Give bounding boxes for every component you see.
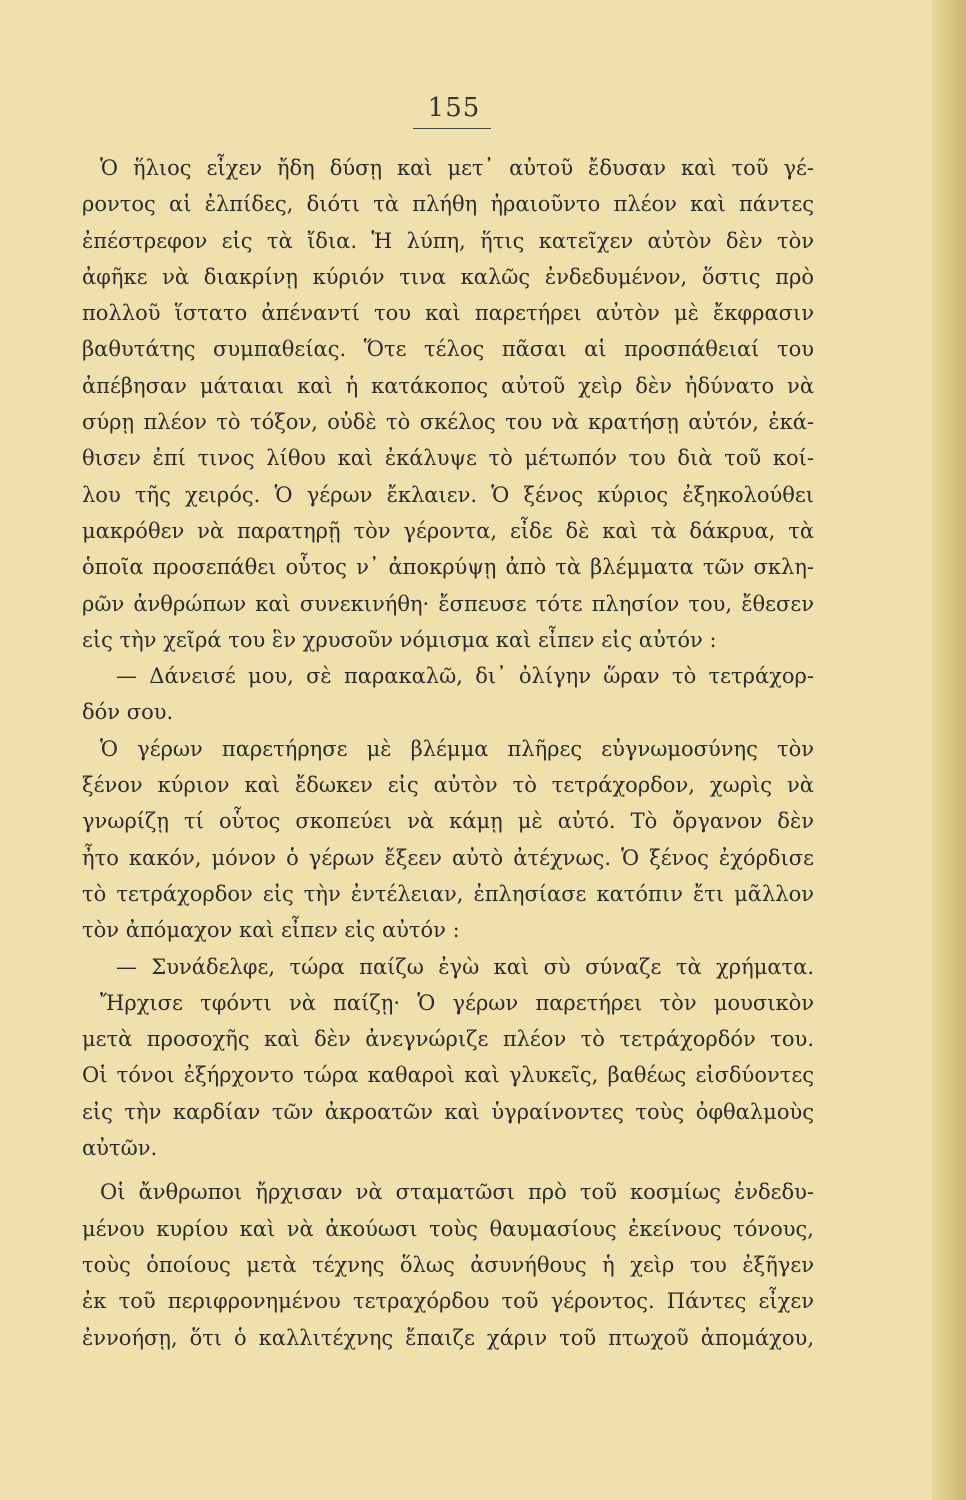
text-line: Ἤρχισε τφόντι νὰ παίζῃ· Ὁ γέρων παρετήρει τὸν μουσικὸν — [100, 990, 814, 1015]
body-text — [82, 150, 814, 1356]
text-line: Ὁ γέρων παρετήρησε μὲ βλέμμα πλῆρες εὐγνωμοσύνης τὸν — [100, 736, 814, 761]
text-line: τοὺς ὁποίους μετὰ τέχνης ὅλως ἀσυνήθους ἡ χεὶρ του ἐξῆγεν — [82, 1252, 814, 1277]
text-line: εἰς τὴν χεῖρά του ἓν χρυσοῦν νόμισμα καὶ εἶπεν εἰς αὐτόν : — [82, 627, 717, 652]
text-line: μετὰ προσοχῆς καὶ δὲν ἀνεγνώριζε πλέον τὸ τετράχορδόν του. — [82, 1027, 814, 1052]
text-line: εἰς τὴν καρδίαν τῶν ἀκροατῶν καὶ ὑγραίνοντες τοὺς ὀφθαλμοὺς — [82, 1099, 814, 1124]
text-line: ἀφῆκε νὰ διακρίνῃ κύριόν τινα καλῶς ἐνδεδυμένον, ὅστις πρὸ — [82, 264, 814, 289]
text-line: ρῶν ἀνθρώπων καὶ συνεκινήθη· ἔσπευσε τότε πλησίον του, ἔθεσεν — [82, 591, 814, 616]
text-line: θισεν ἐπί τινος λίθου καὶ ἐκάλυψε τὸ μέτωπόν του διὰ τοῦ κοί- — [82, 446, 814, 471]
text-line: ἐπέστρεφον εἰς τὰ ἴδια. Ἡ λύπη, ἥτις κατεῖχεν αὐτὸν δὲν τὸν — [82, 228, 814, 253]
text-line: μακρόθεν νὰ παρατηρῇ τὸν γέροντα, εἶδε δὲ καὶ τὰ δάκρυα, τὰ — [82, 518, 814, 543]
text-line: αὐτῶν. — [82, 1136, 158, 1161]
text-line: λου τῆς χειρός. Ὁ γέρων ἔκλαιεν. Ὁ ξένος κύριος ἐξηκολούθει — [82, 482, 814, 507]
page-edge — [932, 0, 966, 1500]
text-line: πολλοῦ ἵστατο ἀπέναντί του καὶ παρετήρει αὐτὸν μὲ ἔκφρασιν — [82, 301, 814, 326]
text-line: ροντος αἱ ἐλπίδες, διότι τὰ πλήθη ἠραιοῦντο πλέον καὶ πάντες — [82, 192, 814, 217]
text-line: ὁποῖα προσεπάθει οὗτος ν᾽ ἀποκρύψῃ ἀπὸ τὰ βλέμματα τῶν σκλη- — [82, 555, 814, 580]
text-line: ἐκ τοῦ περιφρονημένου τετραχόρδου τοῦ γέροντος. Πάντες εἶχεν — [82, 1289, 814, 1314]
text-line: ἀπέβησαν μάταιαι καὶ ἡ κατάκοπος αὐτοῦ χεὶρ δὲν ἠδύνατο νὰ — [82, 373, 814, 398]
text-line: Οἱ τόνοι ἐξήρχοντο τώρα καθαροὶ καὶ γλυκεῖς, βαθέως εἰσδύοντες — [82, 1063, 814, 1088]
text-line: ξένον κύριον καὶ ἔδωκεν εἰς αὐτὸν τὸ τετράχορδον, χωρὶς νὰ — [82, 773, 814, 798]
text-line: Οἱ ἄνθρωποι ἤρχισαν νὰ σταματῶσι πρὸ τοῦ κοσμίως ἐνδεδυ- — [100, 1180, 814, 1205]
page-number-rule — [413, 128, 491, 129]
text-line: σύρῃ πλέον τὸ τόξον, οὐδὲ τὸ σκέλος του νὰ κρατήσῃ αὐτόν, ἐκά- — [82, 410, 814, 435]
text-line: βαθυτάτης συμπαθείας. Ὅτε τέλος πᾶσαι αἱ προσπάθειαί του — [82, 337, 814, 362]
page-number: 155 — [427, 93, 481, 123]
text-line: — Συνάδελφε, τώρα παίζω ἐγὼ καὶ σὺ σύναζε τὰ χρήματα. — [116, 954, 814, 979]
text-line: τὸ τετράχορδον εἰς τὴν ἐντέλειαν, ἐπλησίασε κατόπιν ἔτι μᾶλλον — [82, 881, 814, 906]
text-line: μένου κυρίου καὶ νὰ ἀκούωσι τοὺς θαυμασίους ἐκείνους τόνους, — [82, 1216, 814, 1241]
text-line: ἐννοήσῃ, ὅτι ὁ καλλιτέχνης ἔπαιζε χάριν τοῦ πτωχοῦ ἀπομάχου, — [82, 1325, 814, 1350]
text-line: Ὁ ἥλιος εἶχεν ἤδη δύσῃ καὶ μετ᾽ αὐτοῦ ἔδυσαν καὶ τοῦ γέ- — [100, 156, 814, 180]
text-line: δόν σου. — [82, 700, 174, 725]
text-line: γνωρίζῃ τί οὗτος σκοπεύει νὰ κάμῃ μὲ αὐτό. Τὸ ὄργανον δὲν — [82, 809, 814, 834]
paragraph-gap — [82, 1166, 814, 1174]
text-line: τὸν ἀπόμαχον καὶ εἶπεν εἰς αὐτόν : — [82, 918, 460, 943]
text-line: — Δάνεισέ μου, σὲ παρακαλῶ, δι᾽ ὀλίγην ὥραν τὸ τετράχορ- — [116, 664, 814, 689]
text-line: ἦτο κακόν, μόνον ὁ γέρων ἔξεεν αὐτὸ ἀτέχνως. Ὁ ξένος ἐχόρδισε — [82, 845, 814, 870]
